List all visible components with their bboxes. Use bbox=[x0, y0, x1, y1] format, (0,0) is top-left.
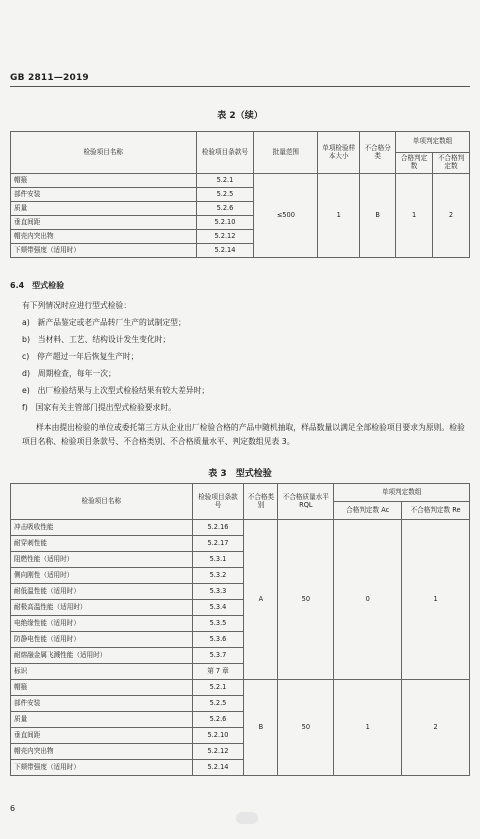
table-row-clause: 5.2.14 bbox=[192, 760, 244, 776]
table-row-name: 耐熔融金属飞溅性能（适用时） bbox=[11, 648, 193, 664]
table-row-name: 质量 bbox=[11, 712, 193, 728]
body-paragraph: 样本由提出检验的单位或委托第三方从企业出厂检验合格的产品中随机抽取，样品数量以满足全部检验项目要求为原则。检验项目名称、检验项目条款号、不合格类别、不合格质量水平、判定数组见表 3。 bbox=[22, 423, 465, 446]
col-judgement-group: 单项判定数组 bbox=[396, 132, 470, 153]
table-row-name: 帽壳内突出物 bbox=[11, 744, 193, 760]
table-row-clause: 5.3.6 bbox=[192, 632, 244, 648]
table-row-clause: 5.2.12 bbox=[192, 744, 244, 760]
table-row-name: 阻燃性能（适用时） bbox=[11, 552, 193, 568]
list-item: d) 周期检查，每年一次； bbox=[22, 369, 116, 378]
col-accept: 合格判定数 bbox=[396, 153, 433, 174]
table-row-clause: 5.2.6 bbox=[192, 712, 244, 728]
table-row-name: 下颏带强度（适用时） bbox=[11, 244, 197, 258]
reject-value: 2 bbox=[402, 680, 470, 776]
table-row-clause: 5.2.12 bbox=[196, 230, 254, 244]
watermark-logo bbox=[236, 812, 258, 824]
table3-caption: 表 3 型式检验 bbox=[208, 469, 272, 479]
list-item: c) 停产超过一年后恢复生产时； bbox=[22, 352, 139, 361]
table-row-name: 侧向刚性（适用时） bbox=[11, 568, 193, 584]
table-row-clause: 5.2.1 bbox=[196, 174, 254, 188]
col-batch-range: 批量范围 bbox=[254, 132, 318, 174]
table-row-clause: 5.3.5 bbox=[192, 616, 244, 632]
table-row-name: 帽壳内突出物 bbox=[11, 230, 197, 244]
table-row-name: 帽箍 bbox=[11, 680, 193, 696]
list-item: b) 当材料、工艺、结构设计发生变化时； bbox=[22, 335, 171, 344]
col-nonconform-class: 不合格分类 bbox=[360, 132, 396, 174]
rql-value: 50 bbox=[278, 520, 334, 680]
col-accept: 合格判定数 Ac bbox=[334, 502, 402, 520]
section-intro: 有下列情况时应进行型式检验： bbox=[22, 301, 132, 310]
col-sample-size: 单项检验样本大小 bbox=[318, 132, 360, 174]
col-class: 不合格类别 bbox=[244, 484, 278, 520]
table-row-clause: 5.2.10 bbox=[196, 216, 254, 230]
class-value: B bbox=[244, 680, 278, 776]
accept-value: 1 bbox=[334, 680, 402, 776]
table-row-clause: 5.3.3 bbox=[192, 584, 244, 600]
section-heading: 6.4 型式检验 bbox=[10, 281, 65, 290]
col-reject: 不合格判定数 Re bbox=[402, 502, 470, 520]
table-row-name: 垂直间距 bbox=[11, 728, 193, 744]
table-row-name: 部件安装 bbox=[11, 696, 193, 712]
table-row-name: 垂直间距 bbox=[11, 216, 197, 230]
table-row-name: 下颏带强度（适用时） bbox=[11, 760, 193, 776]
table-row-clause: 5.3.7 bbox=[192, 648, 244, 664]
table-row-clause: 5.2.5 bbox=[196, 188, 254, 202]
standard-code: GB 2811—2019 bbox=[10, 73, 89, 83]
list-item: f) 国家有关主管部门提出型式检验要求时。 bbox=[22, 403, 176, 412]
table-row-clause: 5.3.1 bbox=[192, 552, 244, 568]
table-row-name: 耐极高温性能（适用时） bbox=[11, 600, 193, 616]
class-value: B bbox=[360, 174, 396, 258]
table-row-name: 耐穿刺性能 bbox=[11, 536, 193, 552]
rql-value: 50 bbox=[278, 680, 334, 776]
table-row-name: 电绝缘性能（适用时） bbox=[11, 616, 193, 632]
table-row-name: 防静电性能（适用时） bbox=[11, 632, 193, 648]
list-item: e) 出厂检验结果与上次型式检验结果有较大差异时； bbox=[22, 386, 210, 395]
col-reject: 不合格判定数 bbox=[433, 153, 470, 174]
reject-value: 2 bbox=[433, 174, 470, 258]
table2 bbox=[10, 131, 470, 258]
col-clause-no: 检验项目条款号 bbox=[192, 484, 244, 520]
table-row-name: 帽箍 bbox=[11, 174, 197, 188]
table3 bbox=[10, 483, 470, 776]
header-divider bbox=[10, 86, 470, 87]
table-row-clause: 5.2.1 bbox=[192, 680, 244, 696]
table-row-name: 耐低温性能（适用时） bbox=[11, 584, 193, 600]
col-item-name: 检验项目名称 bbox=[11, 132, 197, 174]
table-row-clause: 第 7 章 bbox=[192, 664, 244, 680]
table-row-name: 冲击吸收性能 bbox=[11, 520, 193, 536]
table-row-clause: 5.2.6 bbox=[196, 202, 254, 216]
table-row-clause: 5.3.2 bbox=[192, 568, 244, 584]
page-number: 6 bbox=[10, 804, 16, 813]
col-rql: 不合格质量水平 RQL bbox=[278, 484, 334, 520]
table-row-clause: 5.2.14 bbox=[196, 244, 254, 258]
table-row-clause: 5.3.4 bbox=[192, 600, 244, 616]
accept-value: 0 bbox=[334, 520, 402, 680]
col-judgement-group: 单项判定数组 bbox=[334, 484, 470, 502]
class-value: A bbox=[244, 520, 278, 680]
col-clause-no: 检验项目条款号 bbox=[196, 132, 254, 174]
table2-caption: 表 2（续） bbox=[217, 111, 263, 121]
table-row-clause: 5.2.10 bbox=[192, 728, 244, 744]
col-item-name: 检验项目名称 bbox=[11, 484, 193, 520]
reject-value: 1 bbox=[402, 520, 470, 680]
list-item: a) 新产品鉴定或老产品转厂生产的试制定型； bbox=[22, 318, 186, 327]
table-row-clause: 5.2.5 bbox=[192, 696, 244, 712]
batch-range-value: ≤500 bbox=[254, 174, 318, 258]
table-row-clause: 5.2.17 bbox=[192, 536, 244, 552]
accept-value: 1 bbox=[396, 174, 433, 258]
table-row-clause: 5.2.16 bbox=[192, 520, 244, 536]
table-row-name: 部件安装 bbox=[11, 188, 197, 202]
sample-size-value: 1 bbox=[318, 174, 360, 258]
table-row-name: 质量 bbox=[11, 202, 197, 216]
table-row-name: 标识 bbox=[11, 664, 193, 680]
